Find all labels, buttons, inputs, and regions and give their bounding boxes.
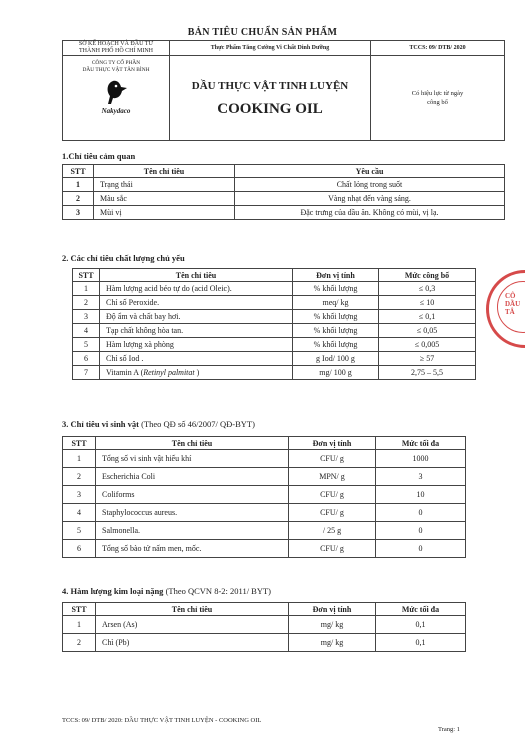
footer-text: TCCS: 09/ DTB/ 2020: DẦU THỰC VẬT TINH LUYỆN - COOKING OIL bbox=[62, 717, 262, 724]
col-header: Tên chỉ tiêu bbox=[94, 165, 235, 178]
row-name: Coliforms bbox=[96, 486, 289, 504]
col-header: Yêu cầu bbox=[235, 165, 505, 178]
col-header: STT bbox=[73, 269, 100, 282]
row-name: Tạp chất không hòa tan. bbox=[100, 324, 293, 338]
col-header: Tên chỉ tiêu bbox=[100, 269, 293, 282]
table-row bbox=[63, 540, 466, 558]
row-number: 1 bbox=[63, 450, 96, 468]
row-value: ≤ 10 bbox=[379, 296, 476, 310]
row-unit: mg/ 100 g bbox=[293, 366, 379, 380]
table-row bbox=[63, 450, 466, 468]
table-row bbox=[63, 616, 466, 634]
standard-code: TCCS: 09/ DTB/ 2020 bbox=[371, 41, 505, 56]
col-header: Mức tối đa bbox=[376, 603, 466, 616]
microbiology-table bbox=[62, 436, 466, 558]
section-4-title bbox=[62, 586, 271, 596]
section-3-title-text: 3. Chỉ tiêu vi sinh vật bbox=[62, 419, 139, 429]
validity-note: Có hiệu lực từ ngày công bố bbox=[371, 56, 505, 141]
quality-table bbox=[72, 268, 476, 380]
section-3-title-note: (Theo QĐ số 46/2007/ QĐ-BYT) bbox=[141, 419, 255, 429]
row-unit: CFU/ g bbox=[289, 504, 376, 522]
row-name: Hàm lượng xà phòng bbox=[100, 338, 293, 352]
table-row bbox=[73, 310, 476, 324]
row-value: 0 bbox=[376, 522, 466, 540]
row-value: Vàng nhạt đến vàng sáng. bbox=[235, 192, 505, 206]
table-row bbox=[73, 338, 476, 352]
row-value: Đặc trưng của dầu ăn. Không có mùi, vị lạ. bbox=[235, 206, 505, 220]
row-name: Màu sắc bbox=[94, 192, 235, 206]
row-name: Chỉ số Peroxide. bbox=[100, 296, 293, 310]
row-value: ≤ 0,005 bbox=[379, 338, 476, 352]
row-number: 3 bbox=[63, 486, 96, 504]
row-number: 5 bbox=[73, 338, 100, 352]
row-value: ≤ 0,05 bbox=[379, 324, 476, 338]
row-name: Mùi vị bbox=[94, 206, 235, 220]
col-header: Đơn vị tính bbox=[289, 603, 376, 616]
row-unit: mg/ kg bbox=[289, 616, 376, 634]
table-row bbox=[63, 468, 466, 486]
product-name-vn: DẦU THỰC VẬT TINH LUYỆN bbox=[191, 80, 349, 92]
company-block bbox=[63, 56, 170, 141]
row-name: Độ ẩm và chất bay hơi. bbox=[100, 310, 293, 324]
section-4-title-text: 4. Hàm lượng kim loại nặng bbox=[62, 586, 164, 596]
table-row bbox=[63, 486, 466, 504]
row-number: 7 bbox=[73, 366, 100, 380]
col-header: Tên chỉ tiêu bbox=[96, 603, 289, 616]
table-row bbox=[73, 282, 476, 296]
row-unit: % khối lượng bbox=[293, 282, 379, 296]
company-name: CÔNG TY CỔ PHẦN DẦU THỰC VẬT TÂN BÌNH bbox=[82, 60, 150, 73]
row-unit: g Iod/ 100 g bbox=[293, 352, 379, 366]
row-value: 0 bbox=[376, 540, 466, 558]
table-row bbox=[73, 366, 476, 380]
table-row bbox=[63, 634, 466, 652]
table-row bbox=[63, 522, 466, 540]
row-value: 1000 bbox=[376, 450, 466, 468]
company-logo-icon bbox=[101, 77, 131, 107]
row-value: 0 bbox=[376, 504, 466, 522]
table-row bbox=[73, 324, 476, 338]
row-number: 2 bbox=[73, 296, 100, 310]
col-header: STT bbox=[63, 165, 94, 178]
agency-name: SỞ KẾ HOẠCH VÀ ĐẦU TƯ THÀNH PHỐ HỒ CHÍ MINH bbox=[63, 41, 170, 56]
row-number: 3 bbox=[63, 206, 94, 220]
row-value: ≥ 57 bbox=[379, 352, 476, 366]
product-name-en: COOKING OIL bbox=[217, 101, 323, 117]
table-row bbox=[63, 178, 505, 192]
section-2-title: 2. Các chỉ tiêu chất lượng chủ yếu bbox=[62, 253, 185, 263]
row-value: 0,1 bbox=[376, 616, 466, 634]
row-value: 3 bbox=[376, 468, 466, 486]
col-header: Tên chỉ tiêu bbox=[96, 437, 289, 450]
row-value: Chất lỏng trong suốt bbox=[235, 178, 505, 192]
page-number: Trang: 1 bbox=[438, 726, 460, 733]
row-name: Salmonella. bbox=[96, 522, 289, 540]
col-header: STT bbox=[63, 437, 96, 450]
row-number: 4 bbox=[73, 324, 100, 338]
table-row bbox=[73, 352, 476, 366]
row-name: Vitamin A (Retinyl palmitat ) bbox=[100, 366, 293, 380]
row-unit: CFU/ g bbox=[289, 486, 376, 504]
section-4-title-note: (Theo QCVN 8-2: 2011/ BYT) bbox=[165, 586, 272, 596]
section-1-title: 1.Chỉ tiêu cảm quan bbox=[62, 151, 136, 161]
row-unit: mg/ kg bbox=[289, 634, 376, 652]
product-name-cell bbox=[170, 56, 371, 141]
logo-text: Nakydaco bbox=[101, 107, 131, 115]
table-row bbox=[63, 206, 505, 220]
row-unit: CFU/ g bbox=[289, 450, 376, 468]
row-unit: / 25 g bbox=[289, 522, 376, 540]
table-row bbox=[63, 504, 466, 522]
row-number: 4 bbox=[63, 504, 96, 522]
row-name: Tổng số vi sinh vật hiếu khí bbox=[96, 450, 289, 468]
row-name: Escherichia Coli bbox=[96, 468, 289, 486]
row-unit: % khối lượng bbox=[293, 338, 379, 352]
col-header: Mức công bố bbox=[379, 269, 476, 282]
row-value: 10 bbox=[376, 486, 466, 504]
row-value: 2,75 – 5,5 bbox=[379, 366, 476, 380]
row-unit: % khối lượng bbox=[293, 324, 379, 338]
row-unit: CFU/ g bbox=[289, 540, 376, 558]
product-category: Thực Phẩm Tăng Cường Vi Chất Dinh Dưỡng bbox=[170, 41, 371, 56]
stamp-text: CÔ DẦU TÂ bbox=[505, 292, 521, 316]
header-table bbox=[62, 40, 505, 141]
row-name: Hàm lượng acid béo tự do (acid Oleic). bbox=[100, 282, 293, 296]
row-name: Trạng thái bbox=[94, 178, 235, 192]
row-name: Tổng số bào tử nấm men, mốc. bbox=[96, 540, 289, 558]
row-number: 1 bbox=[63, 178, 94, 192]
row-unit: % khối lượng bbox=[293, 310, 379, 324]
table-row bbox=[63, 192, 505, 206]
row-number: 2 bbox=[63, 634, 96, 652]
row-name: Chỉ số Iod . bbox=[100, 352, 293, 366]
row-number: 1 bbox=[63, 616, 96, 634]
heavy-metal-table bbox=[62, 602, 466, 652]
row-unit: meq/ kg bbox=[293, 296, 379, 310]
row-unit: MPN/ g bbox=[289, 468, 376, 486]
row-number: 2 bbox=[63, 192, 94, 206]
col-header: Đơn vị tính bbox=[289, 437, 376, 450]
row-name: Arsen (As) bbox=[96, 616, 289, 634]
table-row bbox=[73, 296, 476, 310]
document-title: BẢN TIÊU CHUẨN SẢN PHẨM bbox=[187, 27, 338, 38]
col-header: Đơn vị tính bbox=[293, 269, 379, 282]
row-number: 6 bbox=[63, 540, 96, 558]
row-name: Staphylococcus aureus. bbox=[96, 504, 289, 522]
row-number: 6 bbox=[73, 352, 100, 366]
sensory-table bbox=[62, 164, 505, 220]
section-3-title bbox=[62, 419, 255, 429]
row-value: ≤ 0,3 bbox=[379, 282, 476, 296]
row-number: 2 bbox=[63, 468, 96, 486]
row-number: 1 bbox=[73, 282, 100, 296]
row-number: 3 bbox=[73, 310, 100, 324]
row-value: 0,1 bbox=[376, 634, 466, 652]
row-value: ≤ 0,1 bbox=[379, 310, 476, 324]
row-number: 5 bbox=[63, 522, 96, 540]
row-name: Chì (Pb) bbox=[96, 634, 289, 652]
col-header: Mức tối đa bbox=[376, 437, 466, 450]
col-header: STT bbox=[63, 603, 96, 616]
